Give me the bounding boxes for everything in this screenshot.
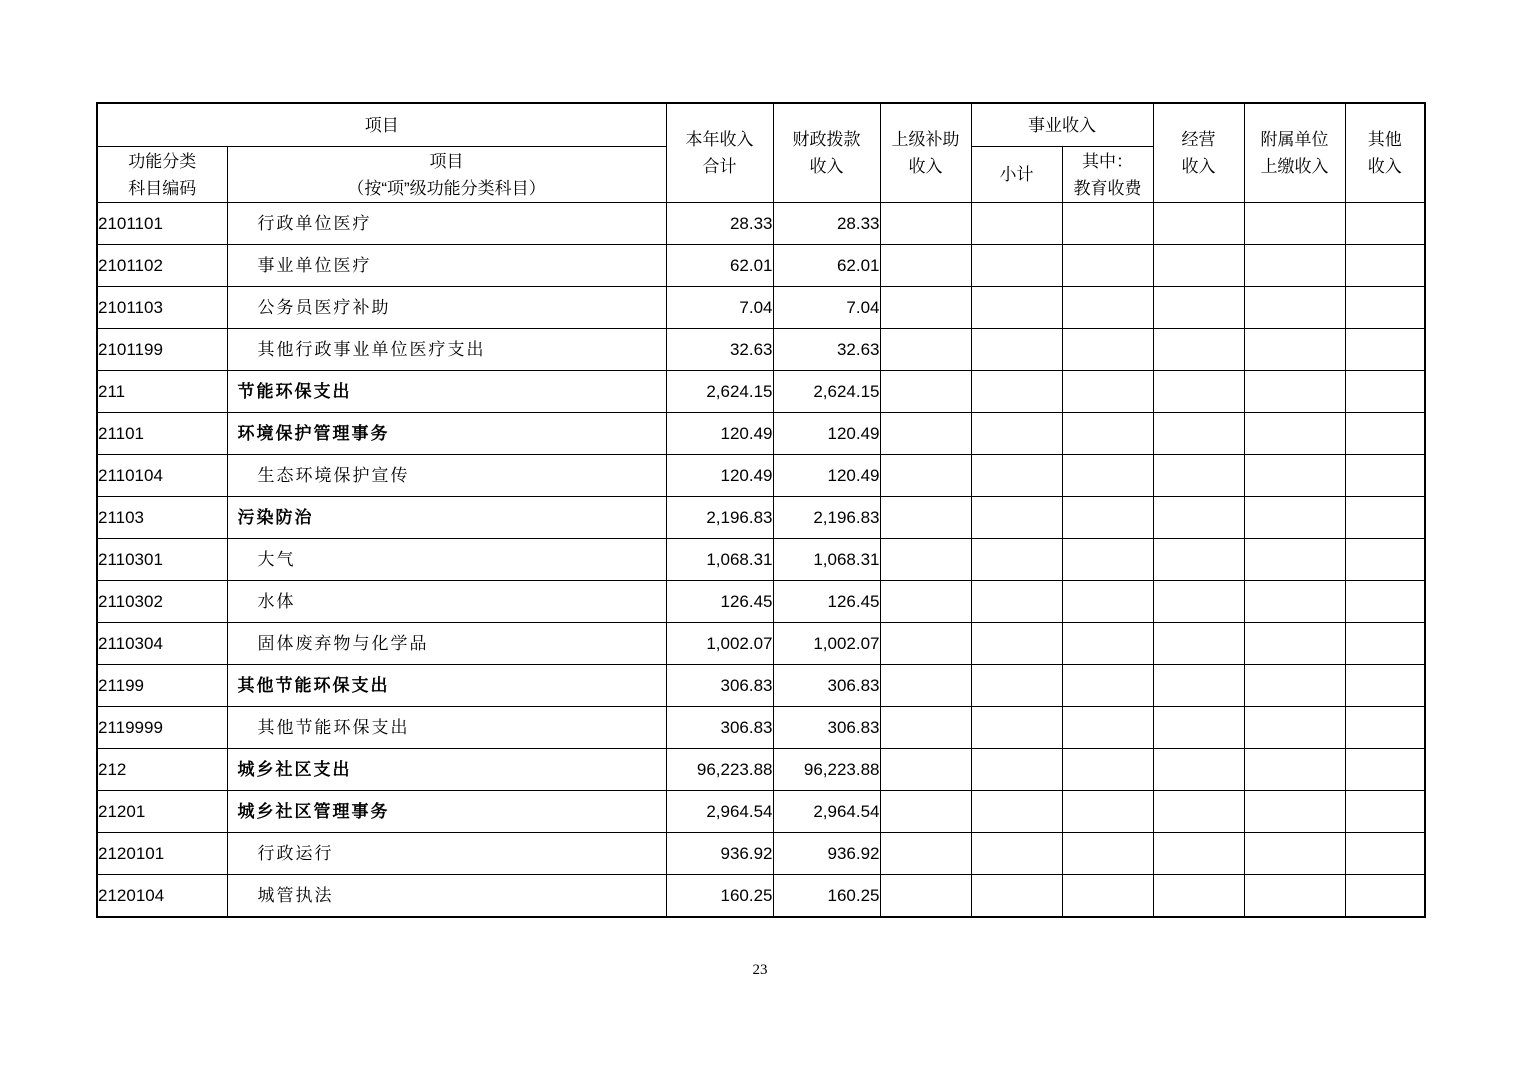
cell-code: 211 bbox=[97, 371, 227, 413]
cell-code: 21103 bbox=[97, 497, 227, 539]
cell-edu-fee bbox=[1062, 287, 1153, 329]
cell-affiliated bbox=[1244, 707, 1345, 749]
cell-affiliated bbox=[1244, 497, 1345, 539]
cell-operating bbox=[1153, 203, 1244, 245]
cell-subsidy bbox=[880, 581, 971, 623]
cell-operating bbox=[1153, 371, 1244, 413]
table-row bbox=[97, 329, 1425, 371]
cell-edu-fee bbox=[1062, 665, 1153, 707]
cell-subsidy bbox=[880, 875, 971, 917]
cell-other bbox=[1345, 707, 1425, 749]
cell-code: 2110302 bbox=[97, 581, 227, 623]
header-name: 项目 （按“项”级功能分类科目） bbox=[227, 147, 666, 203]
cell-operating bbox=[1153, 875, 1244, 917]
cell-business-subtotal bbox=[971, 245, 1062, 287]
cell-fiscal: 28.33 bbox=[773, 203, 880, 245]
table-row bbox=[97, 623, 1425, 665]
cell-edu-fee bbox=[1062, 329, 1153, 371]
cell-subsidy bbox=[880, 371, 971, 413]
cell-affiliated bbox=[1244, 833, 1345, 875]
table-row bbox=[97, 371, 1425, 413]
cell-other bbox=[1345, 539, 1425, 581]
cell-other bbox=[1345, 623, 1425, 665]
table-row bbox=[97, 413, 1425, 455]
cell-operating bbox=[1153, 665, 1244, 707]
cell-operating bbox=[1153, 539, 1244, 581]
cell-fiscal: 126.45 bbox=[773, 581, 880, 623]
cell-subsidy bbox=[880, 455, 971, 497]
cell-business-subtotal bbox=[971, 455, 1062, 497]
cell-operating bbox=[1153, 581, 1244, 623]
cell-name: 固体废弃物与化学品 bbox=[227, 623, 666, 665]
cell-subsidy bbox=[880, 791, 971, 833]
cell-operating bbox=[1153, 497, 1244, 539]
cell-name: 水体 bbox=[227, 581, 666, 623]
cell-fiscal: 1,068.31 bbox=[773, 539, 880, 581]
cell-edu-fee bbox=[1062, 707, 1153, 749]
cell-subsidy bbox=[880, 623, 971, 665]
cell-edu-fee bbox=[1062, 791, 1153, 833]
cell-other bbox=[1345, 245, 1425, 287]
cell-other bbox=[1345, 455, 1425, 497]
cell-edu-fee bbox=[1062, 875, 1153, 917]
table-row bbox=[97, 665, 1425, 707]
cell-total: 160.25 bbox=[666, 875, 773, 917]
cell-affiliated bbox=[1244, 245, 1345, 287]
cell-subsidy bbox=[880, 287, 971, 329]
cell-total: 28.33 bbox=[666, 203, 773, 245]
cell-fiscal: 1,002.07 bbox=[773, 623, 880, 665]
cell-edu-fee bbox=[1062, 245, 1153, 287]
cell-affiliated bbox=[1244, 665, 1345, 707]
header-code: 功能分类 科目编码 bbox=[97, 147, 227, 203]
cell-total: 120.49 bbox=[666, 413, 773, 455]
cell-subsidy bbox=[880, 245, 971, 287]
cell-edu-fee bbox=[1062, 749, 1153, 791]
cell-other bbox=[1345, 413, 1425, 455]
cell-operating bbox=[1153, 287, 1244, 329]
cell-other bbox=[1345, 371, 1425, 413]
cell-total: 306.83 bbox=[666, 707, 773, 749]
cell-operating bbox=[1153, 245, 1244, 287]
table-body bbox=[97, 203, 1425, 917]
cell-code: 2101101 bbox=[97, 203, 227, 245]
table-row bbox=[97, 875, 1425, 917]
cell-name: 大气 bbox=[227, 539, 666, 581]
cell-other bbox=[1345, 833, 1425, 875]
cell-subsidy bbox=[880, 329, 971, 371]
cell-name: 公务员医疗补助 bbox=[227, 287, 666, 329]
cell-operating bbox=[1153, 749, 1244, 791]
cell-total: 1,068.31 bbox=[666, 539, 773, 581]
cell-code: 2101103 bbox=[97, 287, 227, 329]
cell-other bbox=[1345, 581, 1425, 623]
cell-name: 事业单位医疗 bbox=[227, 245, 666, 287]
cell-name: 污染防治 bbox=[227, 497, 666, 539]
cell-affiliated bbox=[1244, 875, 1345, 917]
cell-affiliated bbox=[1244, 791, 1345, 833]
cell-operating bbox=[1153, 455, 1244, 497]
cell-code: 2119999 bbox=[97, 707, 227, 749]
cell-code: 2110104 bbox=[97, 455, 227, 497]
cell-total: 2,624.15 bbox=[666, 371, 773, 413]
cell-other bbox=[1345, 329, 1425, 371]
cell-subsidy bbox=[880, 539, 971, 581]
cell-fiscal: 160.25 bbox=[773, 875, 880, 917]
cell-subsidy bbox=[880, 203, 971, 245]
cell-total: 2,964.54 bbox=[666, 791, 773, 833]
cell-code: 2120104 bbox=[97, 875, 227, 917]
cell-affiliated bbox=[1244, 287, 1345, 329]
header-edu: 其中： 教育收费 bbox=[1062, 147, 1153, 203]
cell-business-subtotal bbox=[971, 833, 1062, 875]
header-project: 项目 bbox=[97, 103, 666, 147]
cell-affiliated bbox=[1244, 371, 1345, 413]
cell-business-subtotal bbox=[971, 623, 1062, 665]
cell-business-subtotal bbox=[971, 287, 1062, 329]
cell-affiliated bbox=[1244, 329, 1345, 371]
cell-other bbox=[1345, 749, 1425, 791]
cell-other bbox=[1345, 665, 1425, 707]
cell-name: 城乡社区支出 bbox=[227, 749, 666, 791]
cell-business-subtotal bbox=[971, 497, 1062, 539]
cell-name: 环境保护管理事务 bbox=[227, 413, 666, 455]
cell-subsidy bbox=[880, 833, 971, 875]
table-row bbox=[97, 707, 1425, 749]
cell-business-subtotal bbox=[971, 665, 1062, 707]
cell-fiscal: 7.04 bbox=[773, 287, 880, 329]
cell-name: 城管执法 bbox=[227, 875, 666, 917]
table-row bbox=[97, 581, 1425, 623]
cell-business-subtotal bbox=[971, 581, 1062, 623]
page-number: 23 bbox=[752, 962, 768, 978]
cell-business-subtotal bbox=[971, 875, 1062, 917]
header-business: 事业收入 bbox=[971, 103, 1153, 147]
cell-business-subtotal bbox=[971, 371, 1062, 413]
header-subtotal: 小计 bbox=[971, 147, 1062, 203]
cell-code: 212 bbox=[97, 749, 227, 791]
cell-business-subtotal bbox=[971, 413, 1062, 455]
cell-name: 行政运行 bbox=[227, 833, 666, 875]
cell-edu-fee bbox=[1062, 581, 1153, 623]
cell-other bbox=[1345, 497, 1425, 539]
header-other: 其他 收入 bbox=[1345, 103, 1425, 203]
cell-edu-fee bbox=[1062, 203, 1153, 245]
cell-affiliated bbox=[1244, 539, 1345, 581]
cell-subsidy bbox=[880, 707, 971, 749]
cell-other bbox=[1345, 875, 1425, 917]
cell-total: 936.92 bbox=[666, 833, 773, 875]
cell-code: 2110301 bbox=[97, 539, 227, 581]
cell-fiscal: 936.92 bbox=[773, 833, 880, 875]
cell-fiscal: 2,624.15 bbox=[773, 371, 880, 413]
cell-fiscal: 2,964.54 bbox=[773, 791, 880, 833]
cell-operating bbox=[1153, 791, 1244, 833]
cell-name: 节能环保支出 bbox=[227, 371, 666, 413]
cell-name: 城乡社区管理事务 bbox=[227, 791, 666, 833]
cell-subsidy bbox=[880, 749, 971, 791]
cell-business-subtotal bbox=[971, 539, 1062, 581]
cell-total: 62.01 bbox=[666, 245, 773, 287]
cell-total: 2,196.83 bbox=[666, 497, 773, 539]
cell-name: 其他行政事业单位医疗支出 bbox=[227, 329, 666, 371]
revenue-table bbox=[96, 102, 1426, 918]
cell-fiscal: 120.49 bbox=[773, 413, 880, 455]
cell-total: 32.63 bbox=[666, 329, 773, 371]
table-row bbox=[97, 203, 1425, 245]
cell-name: 行政单位医疗 bbox=[227, 203, 666, 245]
cell-name: 生态环境保护宣传 bbox=[227, 455, 666, 497]
table-row bbox=[97, 749, 1425, 791]
cell-business-subtotal bbox=[971, 749, 1062, 791]
cell-operating bbox=[1153, 329, 1244, 371]
cell-subsidy bbox=[880, 665, 971, 707]
header-total: 本年收入 合计 bbox=[666, 103, 773, 203]
cell-affiliated bbox=[1244, 623, 1345, 665]
cell-affiliated bbox=[1244, 581, 1345, 623]
cell-code: 2101199 bbox=[97, 329, 227, 371]
cell-edu-fee bbox=[1062, 497, 1153, 539]
table-row bbox=[97, 791, 1425, 833]
cell-fiscal: 32.63 bbox=[773, 329, 880, 371]
cell-edu-fee bbox=[1062, 455, 1153, 497]
header-fiscal: 财政拨款 收入 bbox=[773, 103, 880, 203]
cell-code: 21199 bbox=[97, 665, 227, 707]
cell-operating bbox=[1153, 413, 1244, 455]
cell-name: 其他节能环保支出 bbox=[227, 707, 666, 749]
cell-affiliated bbox=[1244, 455, 1345, 497]
cell-fiscal: 306.83 bbox=[773, 665, 880, 707]
table-row bbox=[97, 245, 1425, 287]
cell-edu-fee bbox=[1062, 623, 1153, 665]
cell-edu-fee bbox=[1062, 833, 1153, 875]
cell-name: 其他节能环保支出 bbox=[227, 665, 666, 707]
cell-other bbox=[1345, 287, 1425, 329]
cell-operating bbox=[1153, 833, 1244, 875]
cell-affiliated bbox=[1244, 413, 1345, 455]
cell-edu-fee bbox=[1062, 371, 1153, 413]
table-row bbox=[97, 287, 1425, 329]
cell-business-subtotal bbox=[971, 203, 1062, 245]
cell-code: 2110304 bbox=[97, 623, 227, 665]
cell-edu-fee bbox=[1062, 539, 1153, 581]
cell-fiscal: 62.01 bbox=[773, 245, 880, 287]
cell-other bbox=[1345, 203, 1425, 245]
cell-code: 21101 bbox=[97, 413, 227, 455]
cell-fiscal: 96,223.88 bbox=[773, 749, 880, 791]
cell-operating bbox=[1153, 707, 1244, 749]
table-row bbox=[97, 455, 1425, 497]
cell-operating bbox=[1153, 623, 1244, 665]
cell-subsidy bbox=[880, 413, 971, 455]
cell-fiscal: 120.49 bbox=[773, 455, 880, 497]
cell-code: 2101102 bbox=[97, 245, 227, 287]
cell-total: 96,223.88 bbox=[666, 749, 773, 791]
cell-total: 306.83 bbox=[666, 665, 773, 707]
cell-total: 1,002.07 bbox=[666, 623, 773, 665]
cell-total: 126.45 bbox=[666, 581, 773, 623]
cell-code: 21201 bbox=[97, 791, 227, 833]
cell-affiliated bbox=[1244, 203, 1345, 245]
cell-affiliated bbox=[1244, 749, 1345, 791]
table-row bbox=[97, 833, 1425, 875]
table-row bbox=[97, 497, 1425, 539]
header-operating: 经营 收入 bbox=[1153, 103, 1244, 203]
cell-total: 7.04 bbox=[666, 287, 773, 329]
table-row bbox=[97, 539, 1425, 581]
cell-fiscal: 306.83 bbox=[773, 707, 880, 749]
cell-other bbox=[1345, 791, 1425, 833]
header-subsidy: 上级补助 收入 bbox=[880, 103, 971, 203]
cell-edu-fee bbox=[1062, 413, 1153, 455]
cell-total: 120.49 bbox=[666, 455, 773, 497]
cell-code: 2120101 bbox=[97, 833, 227, 875]
cell-business-subtotal bbox=[971, 707, 1062, 749]
header-affiliated: 附属单位 上缴收入 bbox=[1244, 103, 1345, 203]
cell-subsidy bbox=[880, 497, 971, 539]
cell-business-subtotal bbox=[971, 329, 1062, 371]
cell-fiscal: 2,196.83 bbox=[773, 497, 880, 539]
cell-business-subtotal bbox=[971, 791, 1062, 833]
